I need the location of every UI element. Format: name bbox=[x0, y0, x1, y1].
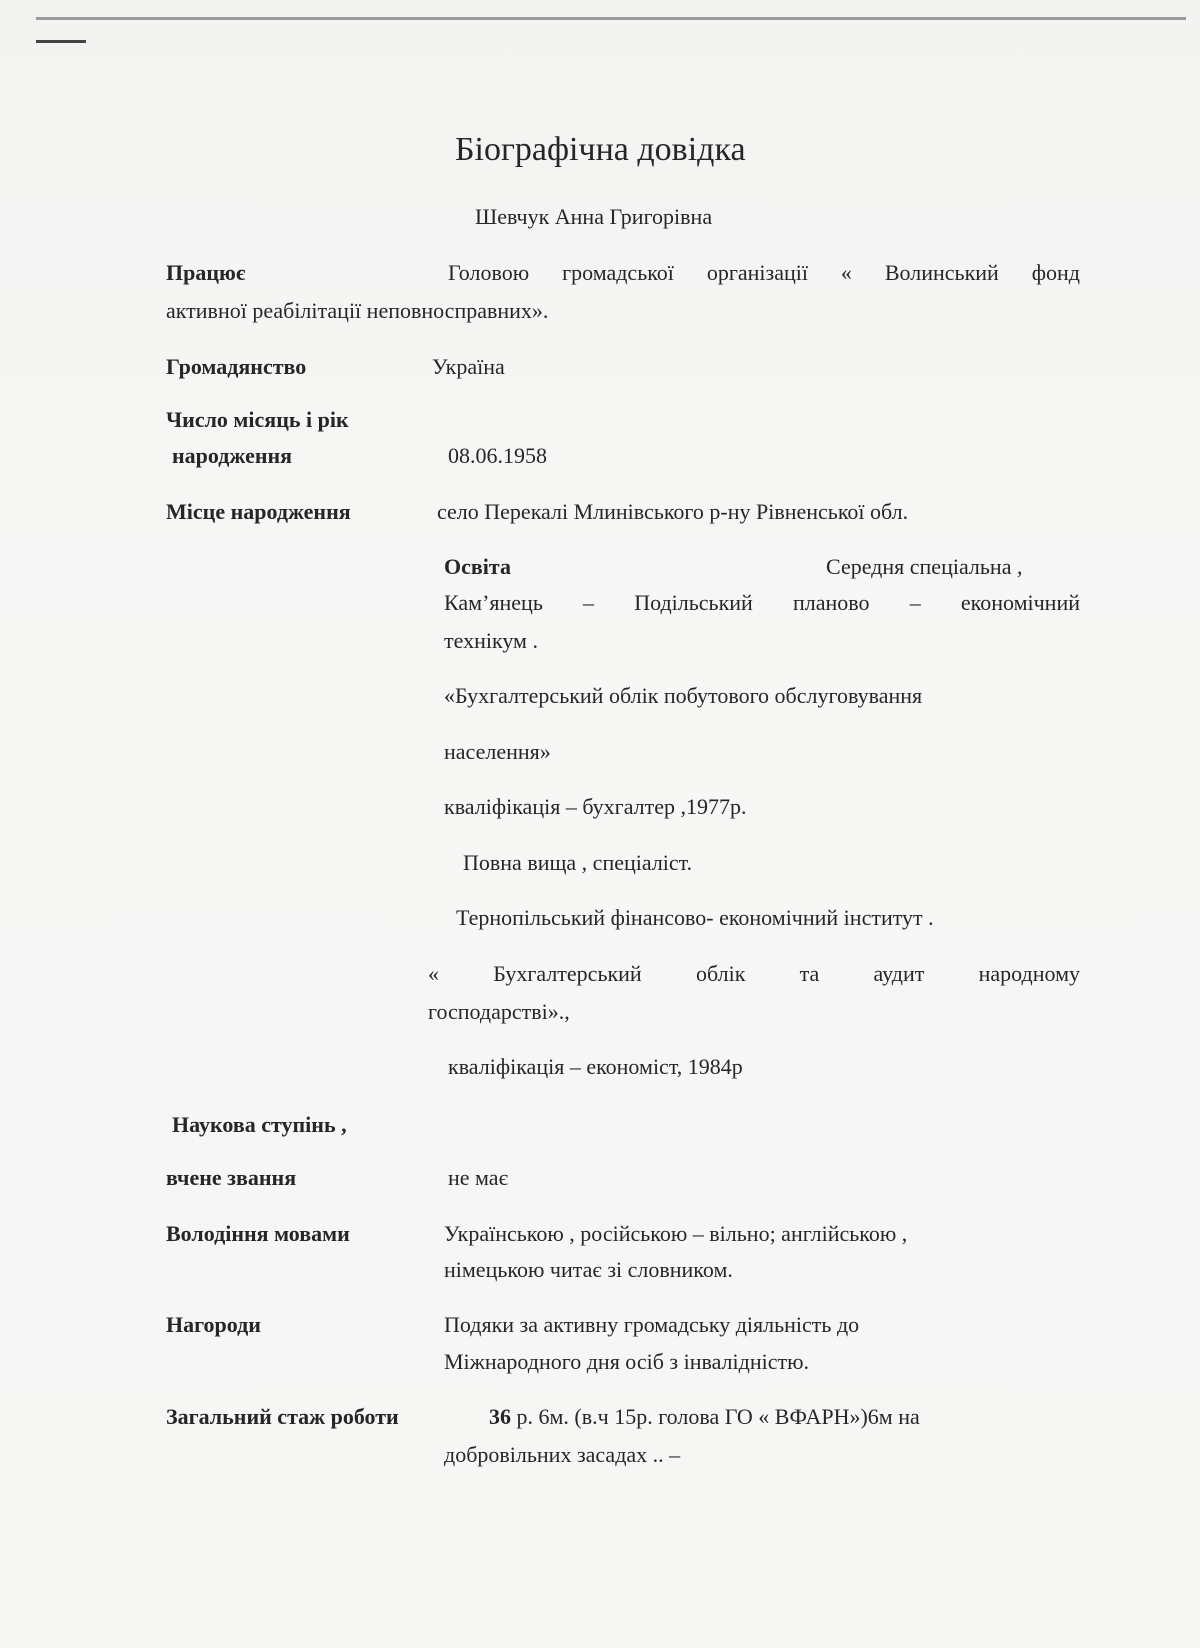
document-title: Біографічна довідка bbox=[455, 131, 746, 168]
education-qualification1: кваліфікація – бухгалтер ,1977р. bbox=[444, 794, 747, 819]
education-school2: Тернопільський фінансово- економічний інститут . bbox=[456, 905, 934, 930]
birth-date-label-line1: Число місяць і рік bbox=[166, 407, 349, 432]
experience-value-line1 bbox=[489, 1402, 920, 1432]
corner-mark bbox=[36, 40, 86, 43]
awards-value-line1: Подяки за активну громадську діяльність до bbox=[444, 1312, 860, 1337]
top-rule bbox=[36, 17, 1186, 20]
works-value-line2: активної реабілітації неповносправних». bbox=[166, 298, 549, 323]
person-name: Шевчук Анна Григорівна bbox=[475, 204, 713, 229]
education-specialty1-line2: населення» bbox=[444, 739, 551, 764]
languages-label: Володіння мовами bbox=[166, 1221, 350, 1246]
experience-value-rest: р. 6м. (в.ч 15р. голова ГО « ВФАРН»)6м на bbox=[511, 1404, 920, 1429]
birth-date-value: 08.06.1958 bbox=[448, 443, 547, 468]
education-level2: Повна вища , спеціаліст. bbox=[463, 850, 693, 875]
education-specialty1-line1: «Бухгалтерський облік побутового обслуговування bbox=[444, 683, 923, 708]
education-qualification2: кваліфікація – економіст, 1984р bbox=[448, 1054, 743, 1079]
languages-value-line2: німецькою читає зі словником. bbox=[444, 1257, 733, 1282]
experience-years: 36 bbox=[489, 1404, 511, 1429]
works-label: Працює bbox=[166, 260, 246, 285]
education-label: Освіта bbox=[444, 554, 511, 579]
birth-date-label-line2: народження bbox=[172, 443, 293, 468]
degree-label-line1: Наукова ступінь , bbox=[172, 1112, 347, 1137]
education-school1-line2: технікум . bbox=[444, 628, 538, 653]
awards-value-line2: Міжнародного дня осіб з інвалідністю. bbox=[444, 1349, 810, 1374]
experience-label: Загальний стаж роботи bbox=[166, 1404, 399, 1429]
birth-place-value: село Перекалі Млинівського р-ну Рівненської обл. bbox=[437, 499, 909, 524]
works-value-line1: Головою громадської організації « Волинський фонд bbox=[448, 260, 1080, 285]
education-specialty2-line2: господарстві»., bbox=[428, 999, 570, 1024]
education-school1-line1: Кам’янець – Подільський планово – економічний bbox=[444, 590, 1080, 615]
languages-value-line1: Українською , російською – вільно; англійською , bbox=[444, 1221, 908, 1246]
birth-place-label: Місце народження bbox=[166, 499, 351, 524]
education-level1: Середня спеціальна , bbox=[826, 554, 1023, 579]
degree-label-line2: вчене звання bbox=[166, 1165, 297, 1190]
citizenship-label: Громадянство bbox=[166, 354, 307, 379]
awards-label: Нагороди bbox=[166, 1312, 261, 1337]
citizenship-value: Україна bbox=[432, 354, 505, 379]
experience-value-line2: добровільних засадах .. – bbox=[444, 1442, 681, 1467]
degree-value: не має bbox=[448, 1165, 509, 1190]
education-specialty2-line1: « Бухгалтерський облік та аудит народному bbox=[428, 961, 1080, 986]
